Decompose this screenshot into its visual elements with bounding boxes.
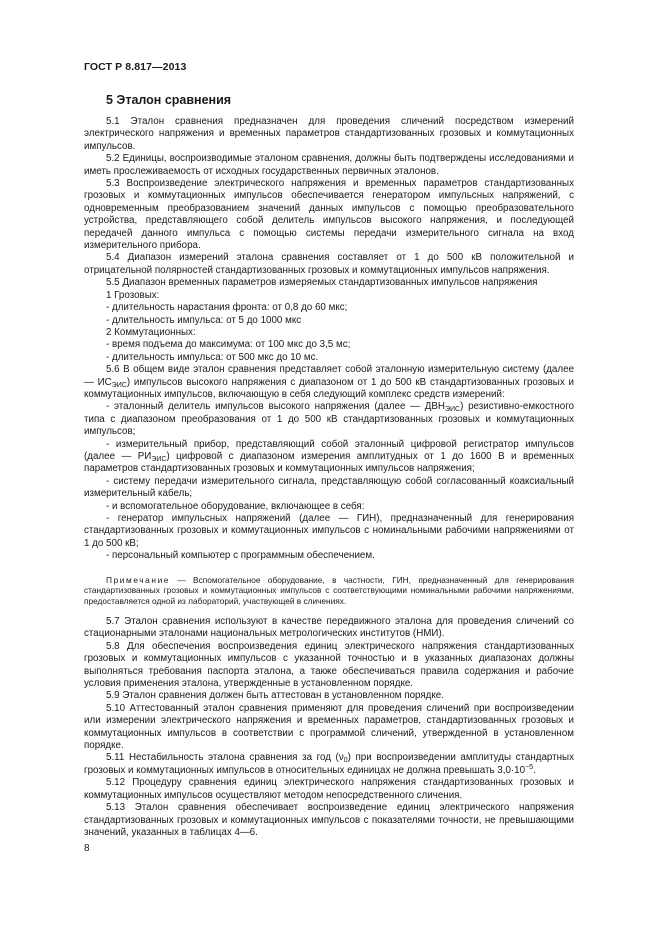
list-item: - длительность нарастания фронта: от 0,8 до 60 мкс; [106,302,348,314]
paragraph-5-1: 5.1 Эталон сравнения предназначен для проведения сличений посредством измерений электрического напряжения и временных параметров стандартизованных грозовых и коммутационных импульсов. [84,116,574,152]
note-label: Примечание [106,574,171,585]
paragraph-5-12: 5.12 Процедуру сравнения единиц электрического напряжения стандартизованных грозовых и коммутационных импульсов осуществляют методом непосредственного сличения. [84,777,574,801]
paragraph-5-8: 5.8 Для обеспечения воспроизведения единиц электрического напряжения стандартизованных грозовых и коммутационных импульсов с указанной точностью и в указанных диапазонах должны выполняться требования паспорта эталона, а также обеспечиваться правила содержания и рабочие условия применения эталона, утвержденные в установленном порядке. [84,640,574,690]
list-item: - измерительный прибор, представляющий собой эталонный цифровой регистратор импульсов (далее — $РИ_{ЭИС}$) цифровой с диапазоном измерения амплитудных от 1 до 1600 В и временных параметров стандартизованных грозовых и коммутационных импульсов напряжения; [84,438,575,475]
paragraph-5-10: 5.10 Аттестованный эталон сравнения применяют для проведения сличений при воспроизведении или измерении электрического напряжения и временных параметров, стандартизованных грозовых и коммутационных импульсов в соответствии с программой сличений, утвержденной в установленном порядке. [84,702,574,752]
paragraph-5-13: 5.13 Эталон сравнения обеспечивает воспроизведение единиц электрического напряжения стандартизованных грозовых и коммутационных импульсов с показателями точности, не превышающими значений, указанных в таблицах 4—6. [84,802,574,838]
list-item: 2 Коммутационных: [106,326,196,338]
list-item: - персональный компьютер с программным обеспечением. [106,550,375,562]
list-item: - длительность импульса: от 5 до 1000 мкс [106,314,302,326]
paragraph-5-2: 5.2 Единицы, воспроизводимые эталоном сравнения, должны быть подтверждены исследованиями и иметь прослеживаемость от исходных государственных первичных эталонов. [84,153,574,177]
paragraph-5-7: 5.7 Эталон сравнения используют в качестве передвижного эталона для проведения сличений со стационарными эталонами национальных метрологических институтов (НМИ). [84,616,574,640]
list-item: - генератор импульсных напряжений (далее — ГИН), предназначенный для генерирования стандартизованных грозовых и коммутационных импульсов с номинальными рабочими напряжениями от 1 до 500 кВ; [84,513,574,549]
list-item: - длительность импульса: от 500 мкс до 10 мс. [106,351,319,363]
paragraph-5-11: 5.11 Нестабильность эталона сравнения за год $(\nu_0)$ при воспроизведении амплитуды стандартных грозовых и коммутационных импульсов в относительных единицах не должна превышать $3,0\cdot 10^{-5}$. [84,752,574,776]
list-item: - систему передачи измерительного сигнала, представляющую собой согласованный коаксиальный измерительный кабель; [84,475,574,500]
paragraph-5-3: 5.3 Воспроизведение электрического напряжения и временных параметров стандартизованных грозовых и коммутационных импульсов обеспечивается генератором импульсных напряжений, с одновременным преобразованием значений данных импульсов с помощью преобразовательного устройства, представляющего собой делитель импульсов высокого напряжения, и последующей передачей данного импульса с помощью системы передачи измерительного сигнала на вход измерительного прибора. [84,178,574,252]
section-title: 5 Эталон сравнения [106,93,232,107]
paragraph-5-5: 5.5 Диапазон временных параметров измеряемых стандартизованных импульсов напряжения [106,277,538,289]
page-number: 8 [84,843,90,854]
list-item: - время подъема до максимума: от 100 мкс до 3,5 мс; [106,339,351,351]
note [84,575,574,607]
document-body [84,116,574,839]
paragraph-5-4: 5.4 Диапазон измерений эталона сравнения составляет от 1 до 500 кВ положительной и отрицательной полярностей стандартизованных грозовых и коммутационных импульсов напряжения. [84,252,574,276]
paragraph-5-6: 5.6 В общем виде эталон сравнения представляет собой эталонную измерительную систему (далее — $ИС_{ЭИС}$) импульсов высокого напряжения с диапазоном от 1 до 500 кВ стандартизованных грозовых и коммутационных импульсов, включающую в себя следующий комплекс средств измерений: [84,364,575,400]
paragraph-5-9: 5.9 Эталон сравнения должен быть аттестован в установленном порядке. [106,690,444,702]
standard-header: ГОСТ Р 8.817—2013 [84,61,187,73]
list-item: - и вспомогательное оборудование, включающее в себя: [106,500,365,512]
list-item: 1 Грозовых: [106,289,160,301]
note-text: — Вспомогательное оборудование, в частности, ГИН, предназначенный для генерирования стандартизованных грозовых и коммутационных импульсов с соответствующими номинальными рабочими напряжениями, предоставляется одной из лабораторий, участвующей в сличениях. [84,574,574,607]
list-item: - эталонный делитель импульсов высокого напряжения (далее — $ДВН_{ЭИС}$) резистивно-емкостного типа с диапазоном преобразования от 1 до 500 кВ стандартизованных грозовых и коммутационных импульсов; [84,401,574,438]
